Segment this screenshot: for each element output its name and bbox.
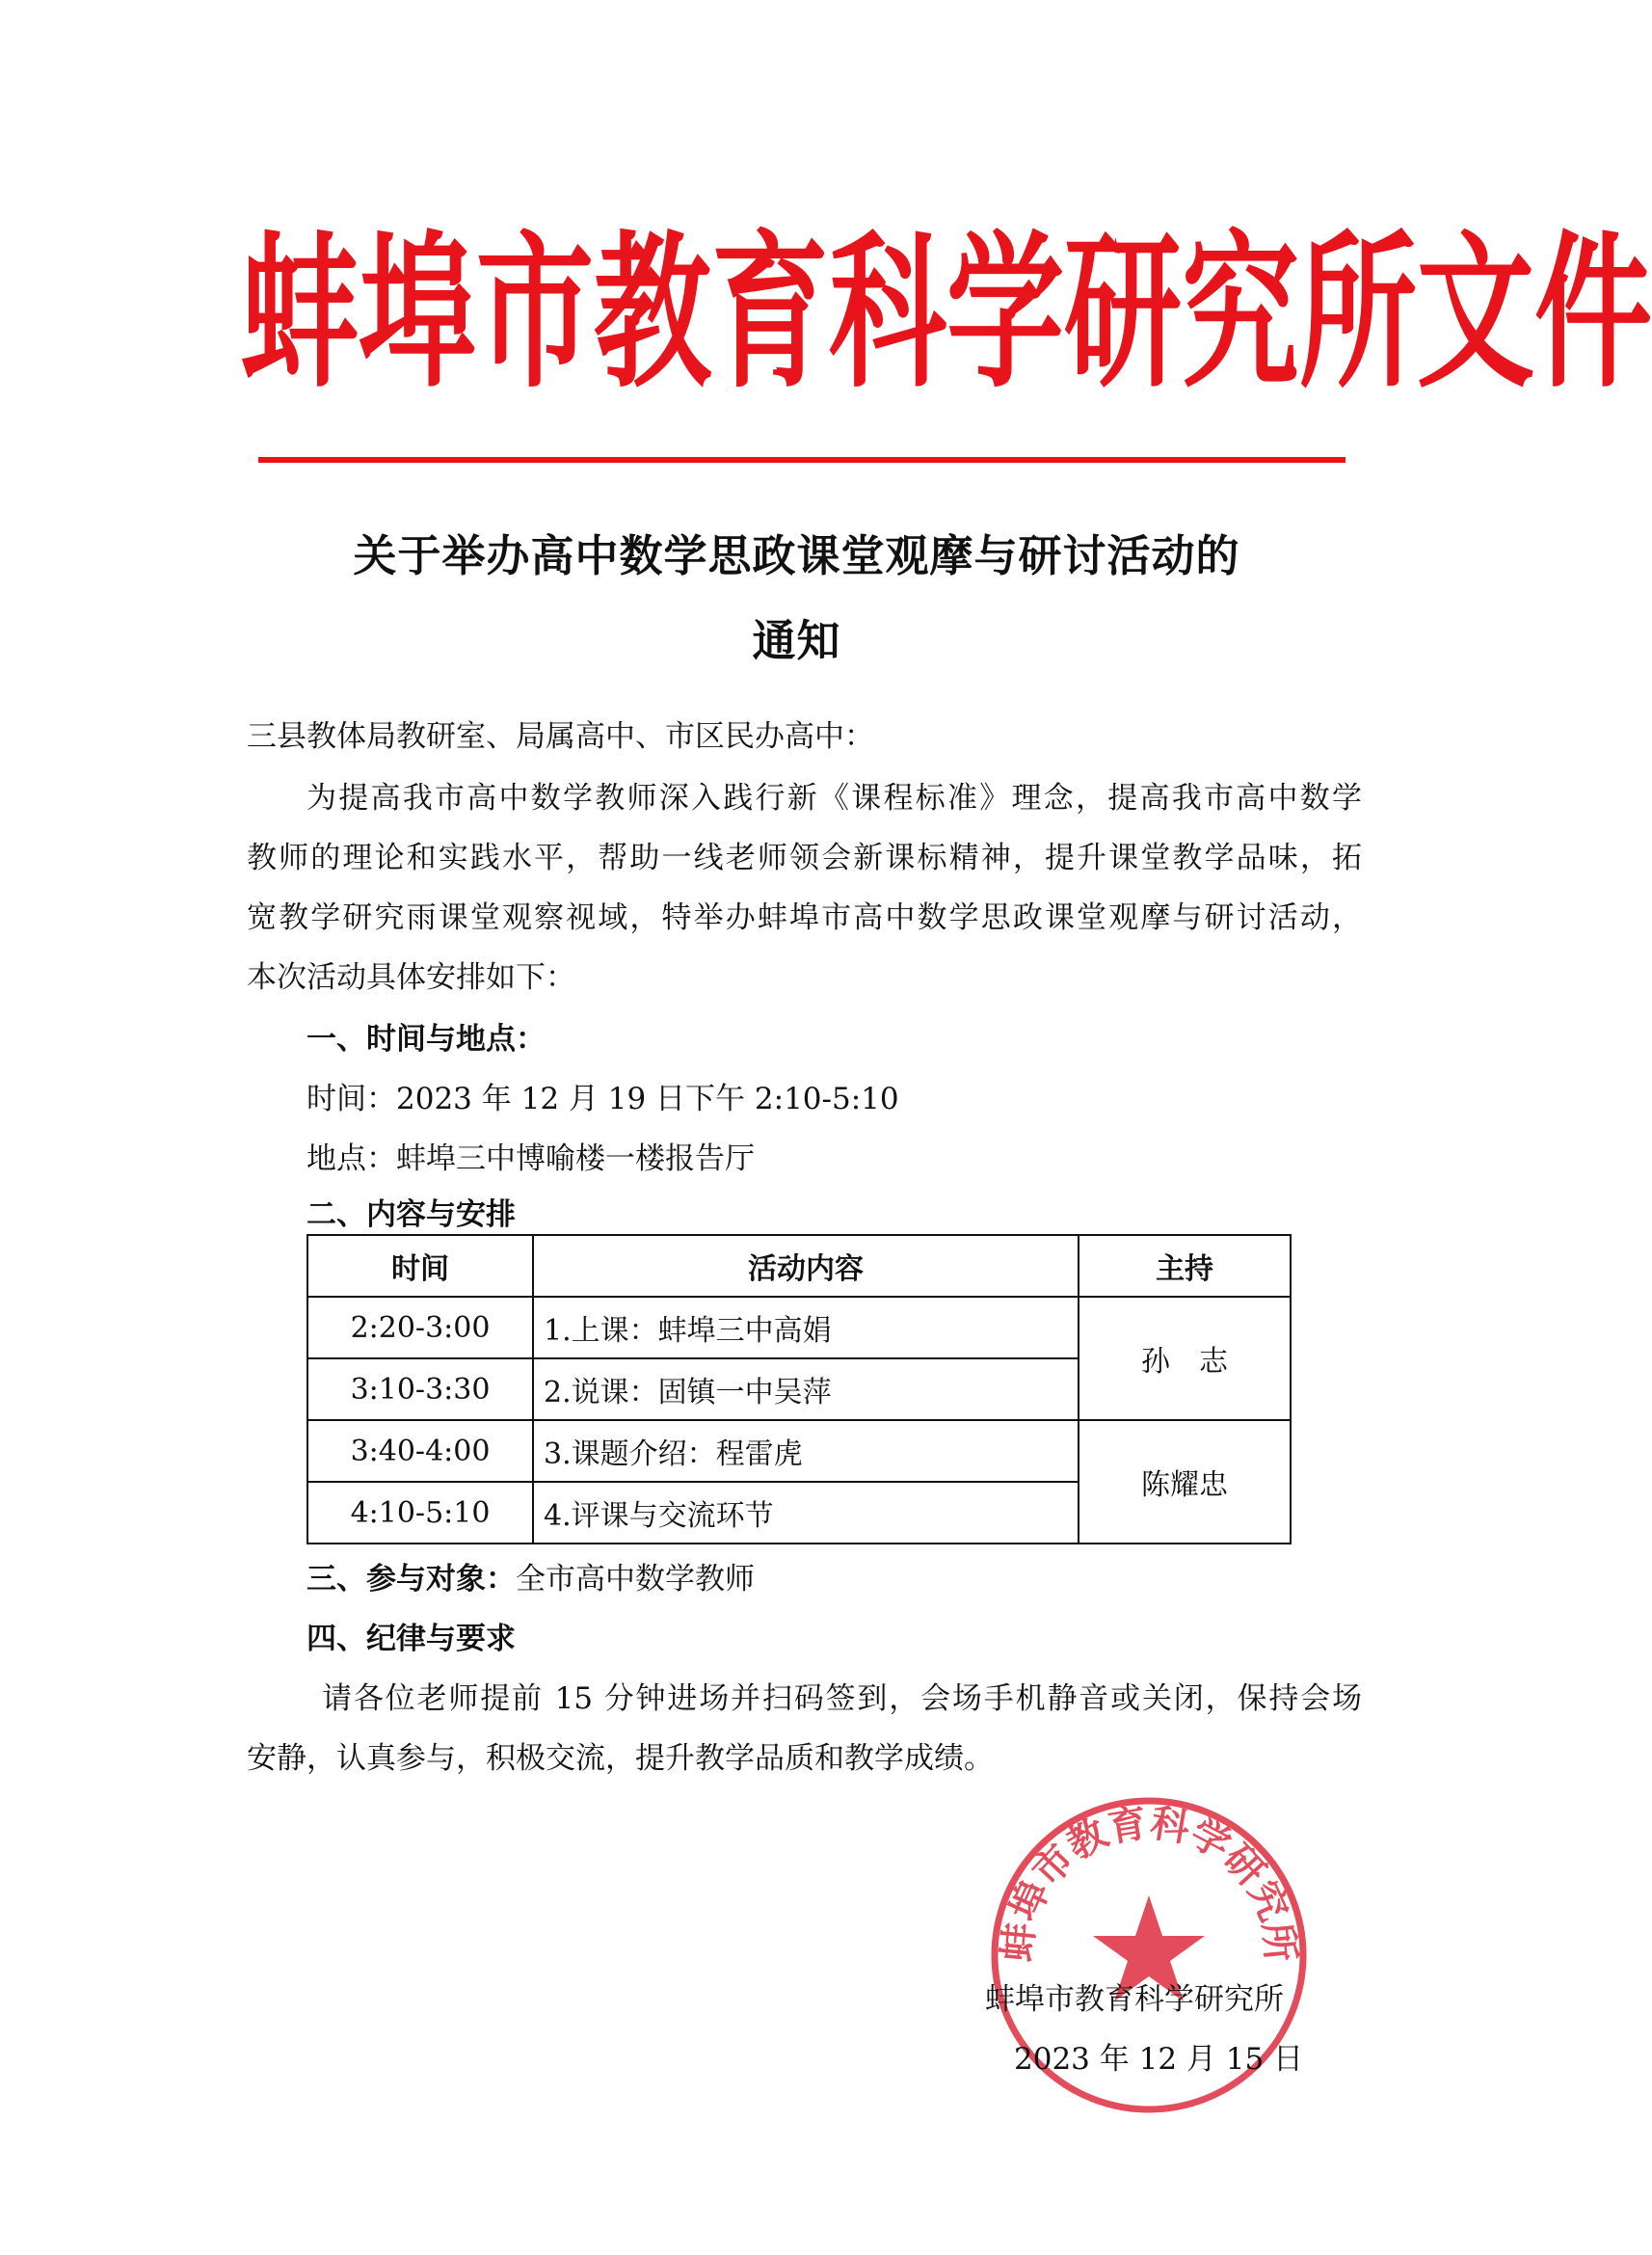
rules-line-2: 安静，认真参与，积极交流，提升教学品质和教学成绩。 [247,1741,994,1776]
masthead-char: 研 [1064,216,1182,411]
row-time: 4:10-5:10 [307,1482,533,1544]
seal-ring-text: 蚌埠市教育科学研究所 [995,1801,1303,1964]
header-time: 时间 [307,1235,533,1297]
row-activity: 1.上课：蚌埠三中高娟 [533,1297,1079,1358]
intro-line-4: 本次活动具体安排如下： [247,960,575,995]
section-4-heading: 四、纪律与要求 [306,1622,516,1656]
place-line: 地点：蚌埠三中博喻楼一楼报告厅 [306,1141,755,1176]
section-3-heading: 三、参与对象： [306,1562,516,1597]
intro-line-3: 宽教学研究雨课堂观察视域，特举办蚌埠市高中数学思政课堂观摩与研讨活动， [247,900,1362,935]
row-host: 孙 志 [1079,1297,1291,1420]
time-line: 时间：2023 年 12 月 19 日下午 2:10-5:10 [306,1082,899,1116]
schedule-table [306,1234,1292,1544]
rules-line-1: 请各位老师提前 15 分钟进场并扫码签到，会场手机静音或关闭，保持会场 [322,1681,1362,1716]
signature-date: 2023 年 12 月 15 日 [1014,2042,1304,2077]
table-header-row [307,1235,1291,1297]
header-host: 主持 [1079,1235,1291,1297]
row-host: 陈耀忠 [1079,1420,1291,1544]
masthead-char: 学 [946,216,1064,411]
masthead-char: 育 [711,216,829,411]
row-activity: 3.课题介绍：程雷虎 [533,1420,1079,1482]
masthead-char: 件 [1534,216,1652,411]
masthead-char: 蚌 [241,216,359,411]
intro-line-2: 教师的理论和实践水平，帮助一线老师领会新课标精神，提升课堂教学品味，拓 [247,841,1362,875]
intro-line-1: 为提高我市高中数学教师深入践行新《课程标准》理念，提高我市高中数学 [306,781,1362,816]
masthead-char: 市 [476,216,594,411]
masthead-char: 埠 [359,216,476,411]
masthead-char: 究 [1182,216,1299,411]
section-3 [306,1560,755,1598]
row-time: 3:10-3:30 [307,1358,533,1420]
section-3-text: 全市高中数学教师 [516,1562,755,1597]
notice-title-line-2: 通知 [752,615,841,666]
masthead-char: 所 [1299,216,1417,411]
masthead-red-rule [258,457,1346,463]
row-time: 3:40-4:00 [307,1420,533,1482]
masthead-char: 文 [1417,216,1534,411]
masthead-char: 教 [594,216,711,411]
row-time: 2:20-3:00 [307,1297,533,1358]
header-activity: 活动内容 [533,1235,1079,1297]
row-activity: 4.评课与交流环节 [533,1482,1079,1544]
table-row [307,1297,1291,1358]
addressee: 三县教体局教研室、局属高中、市区民办高中： [247,719,874,754]
notice-title-line-1: 关于举办高中数学思政课堂观摩与研讨活动的 [353,530,1240,581]
signature-org: 蚌埠市教育科学研究所 [985,1982,1284,2017]
section-2-heading: 二、内容与安排 [306,1197,516,1232]
section-1-heading: 一、时间与地点： [306,1022,546,1057]
masthead-char: 科 [829,216,946,411]
document-masthead [241,198,1652,429]
row-activity: 2.说课：固镇一中吴萍 [533,1358,1079,1420]
table-row [307,1420,1291,1482]
